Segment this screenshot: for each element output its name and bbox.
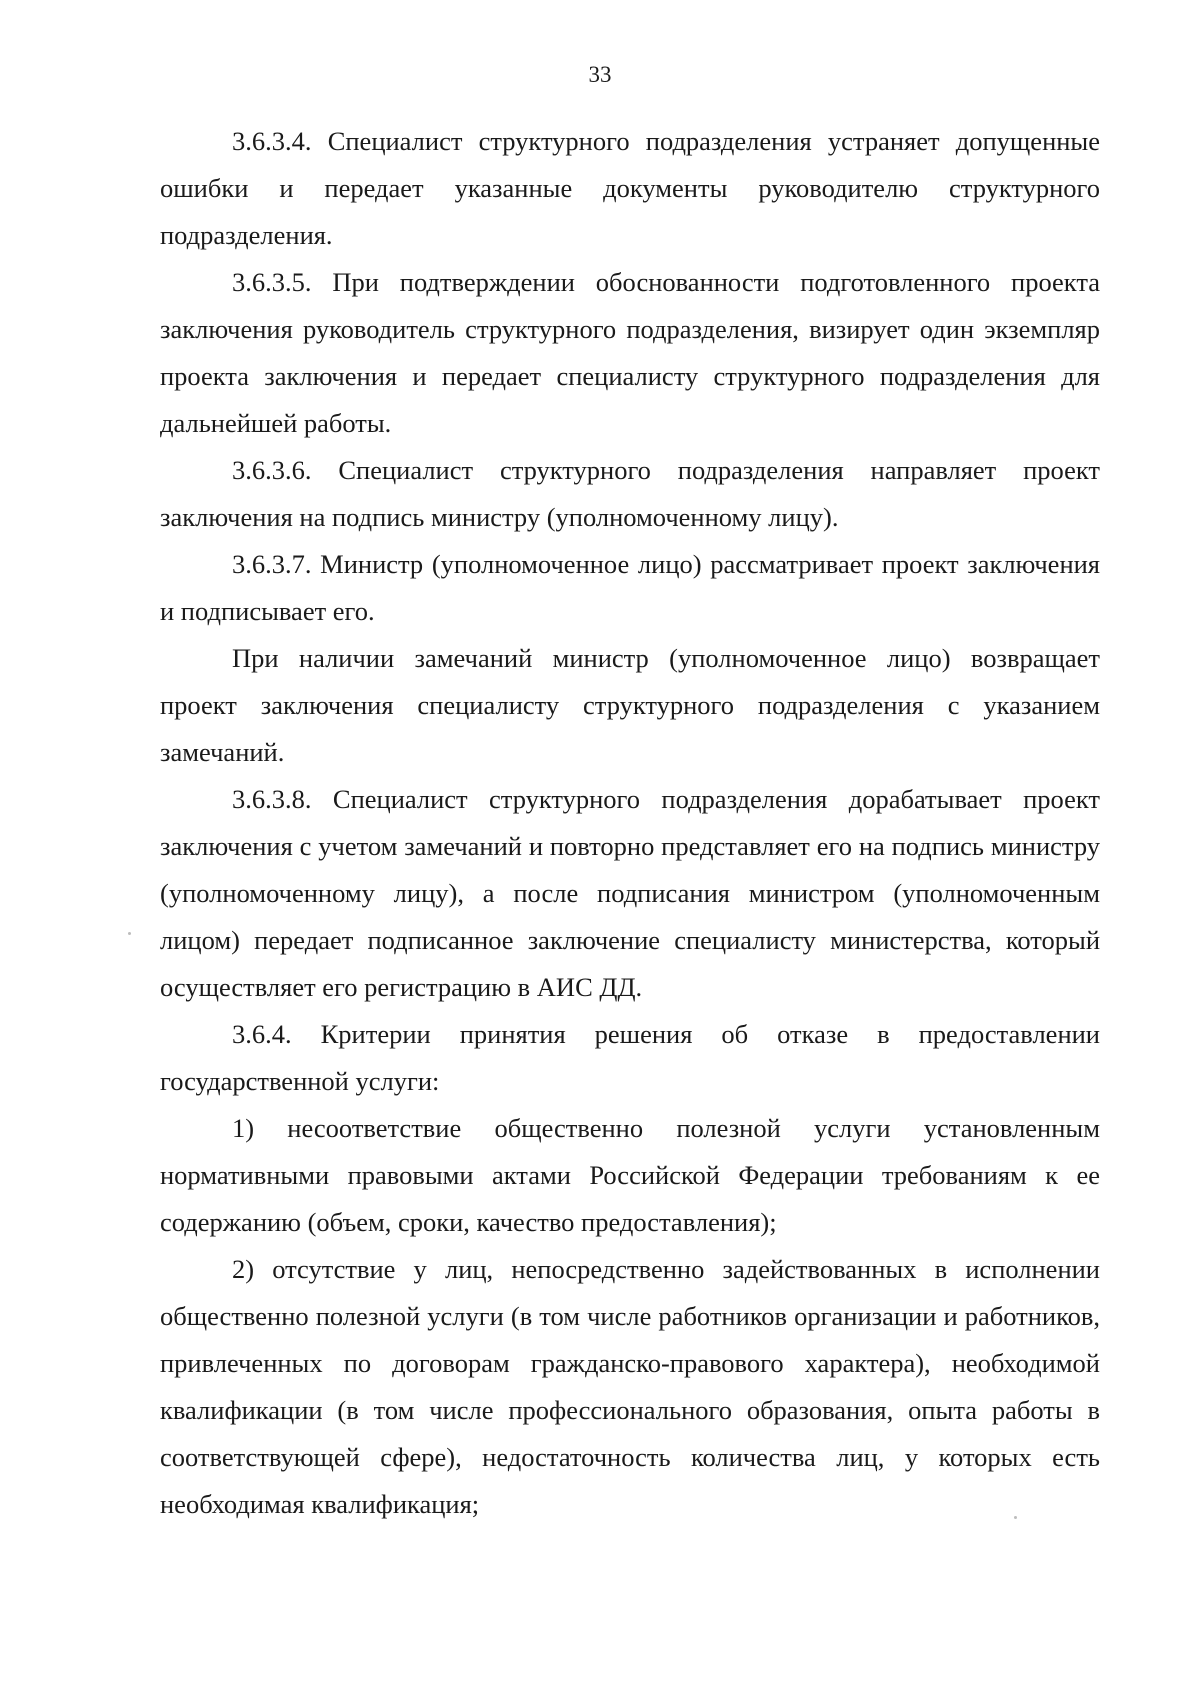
scan-speck xyxy=(1014,1516,1017,1519)
paragraph-3-6-3-6: 3.6.3.6. Специалист структурного подразделения направляет проект заключения на подпись министру (уполномоченному лицу). xyxy=(160,455,1100,532)
document-body xyxy=(160,118,1100,1528)
paragraph-3-6-3-8: 3.6.3.8. Специалист структурного подразделения дорабатывает проект заключения с учетом замечаний и повторно представляет его на подпись министру (уполномоченному лицу), а после подписания министром (уполномоченным лицом) передает подписанное заключение специалисту министерства, который осуществляет его регистрацию в АИС ДД. xyxy=(160,784,1100,1002)
page-number: 33 xyxy=(588,62,612,87)
paragraph-remarks: При наличии замечаний министр (уполномоченное лицо) возвращает проект заключения специалисту структурного подразделения с указанием замечаний. xyxy=(160,643,1100,767)
scan-speck xyxy=(128,932,131,935)
paragraph-3-6-3-4: 3.6.3.4. Специалист структурного подразделения устраняет допущенные ошибки и передает указанные документы руководителю структурного подразделения. xyxy=(160,126,1100,250)
paragraph-3-6-4: 3.6.4. Критерии принятия решения об отказе в предоставлении государственной услуги: xyxy=(160,1019,1100,1096)
list-item-2: 2) отсутствие у лиц, непосредственно задействованных в исполнении общественно полезной услуги (в том числе работников организации и работников, привлеченных по договорам гражданско-правового характера), необходимой квалификации (в том числе профессионального образования, опыта работы в соответствующей сфере), недостаточность количества лиц, у которых есть необходимая квалификация; xyxy=(160,1254,1100,1519)
paragraph-3-6-3-5: 3.6.3.5. При подтверждении обоснованности подготовленного проекта заключения руководитель структурного подразделения, визирует один экземпляр проекта заключения и передает специалисту структурного подразделения для дальнейшей работы. xyxy=(160,267,1100,438)
paragraph-3-6-3-7: 3.6.3.7. Министр (уполномоченное лицо) рассматривает проект заключения и подписывает его. xyxy=(160,549,1100,626)
list-item-1: 1) несоответствие общественно полезной услуги установленным нормативными правовыми актами Российской Федерации требованиям к ее содержанию (объем, сроки, качество предоставления); xyxy=(160,1113,1100,1237)
